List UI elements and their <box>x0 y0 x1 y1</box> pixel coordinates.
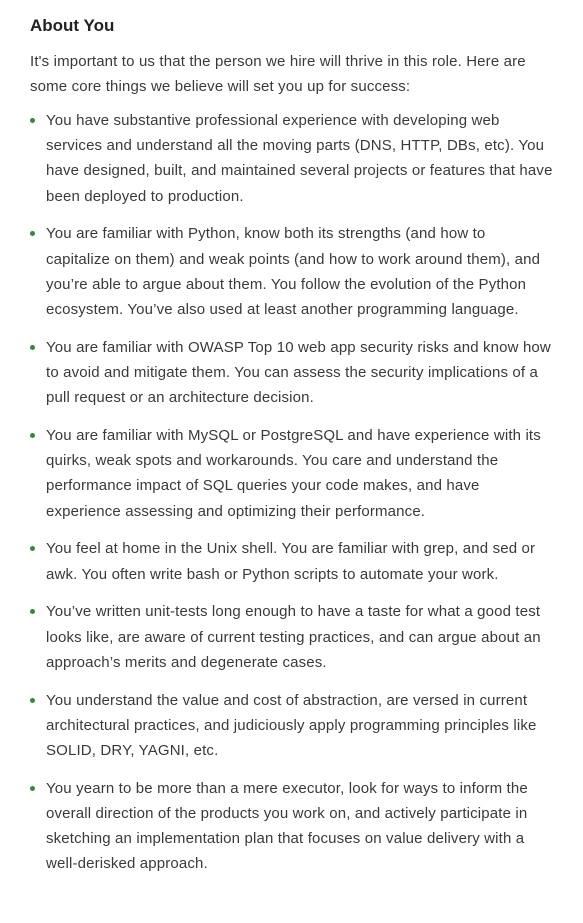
bullet-dot-icon <box>30 609 35 614</box>
bullet-dot-icon <box>30 786 35 791</box>
section-heading: About You <box>30 16 115 35</box>
list-item <box>30 335 553 411</box>
list-item <box>30 599 553 675</box>
list-item <box>30 108 553 209</box>
list-item <box>30 221 553 322</box>
list-item-text: You feel at home in the Unix shell. You are familiar with grep, and sed or awk. You often write bash or Python scripts to automate your work. <box>46 540 536 583</box>
list-item <box>30 423 553 524</box>
list-item-text: You are familiar with Python, know both its strengths (and how to capitalize on them) and weak points (and how to work around them), and you’re able to argue about them. You follow the evolution of the Python ecosystem. You’ve also used at least another programming language. <box>46 225 541 319</box>
bullet-dot-icon <box>30 546 35 551</box>
list-item-text: You’ve written unit-tests long enough to have a taste for what a good test looks like, are aware of current testing practices, and can argue about an approach’s merits and degenerate cases. <box>46 603 541 671</box>
list-item-text: You yearn to be more than a mere executor, look for ways to inform the overall direction of the products you work on, and actively participate in sketching an implementation plan that focuses on value delivery with a well-derisked approach. <box>46 779 528 873</box>
intro-paragraph: It's important to us that the person we hire will thrive in this role. Here are some core things we believe will set you up for success: <box>30 53 526 95</box>
list-item-text: You understand the value and cost of abstraction, are versed in current architectural practices, and judiciously apply programming principles like SOLID, DRY, YAGNI, etc. <box>46 691 537 760</box>
list-item-text: You are familiar with OWASP Top 10 web app security risks and know how to avoid and mitigate them. You can assess the security implications of a pull request or an architecture decision. <box>46 338 551 407</box>
list-item <box>30 536 553 586</box>
bullet-dot-icon <box>30 345 35 350</box>
bullet-dot-icon <box>30 231 35 236</box>
bullet-dot-icon <box>30 433 35 438</box>
requirements-list <box>30 108 553 877</box>
list-item <box>30 776 553 877</box>
list-item <box>30 688 553 764</box>
bullet-dot-icon <box>30 698 35 703</box>
list-item-text: You have substantive professional experience with developing web services and understand all the moving parts (DNS, HTTP, DBs, etc). You have designed, built, and maintained several projects or features that have been deployed to production. <box>46 112 553 205</box>
bullet-dot-icon <box>30 118 35 123</box>
list-item-text: You are familiar with MySQL or PostgreSQL and have experience with its quirks, weak spots and workarounds. You care and understand the performance impact of SQL queries your code makes, and have experience assessing and optimizing their performance. <box>46 427 541 520</box>
